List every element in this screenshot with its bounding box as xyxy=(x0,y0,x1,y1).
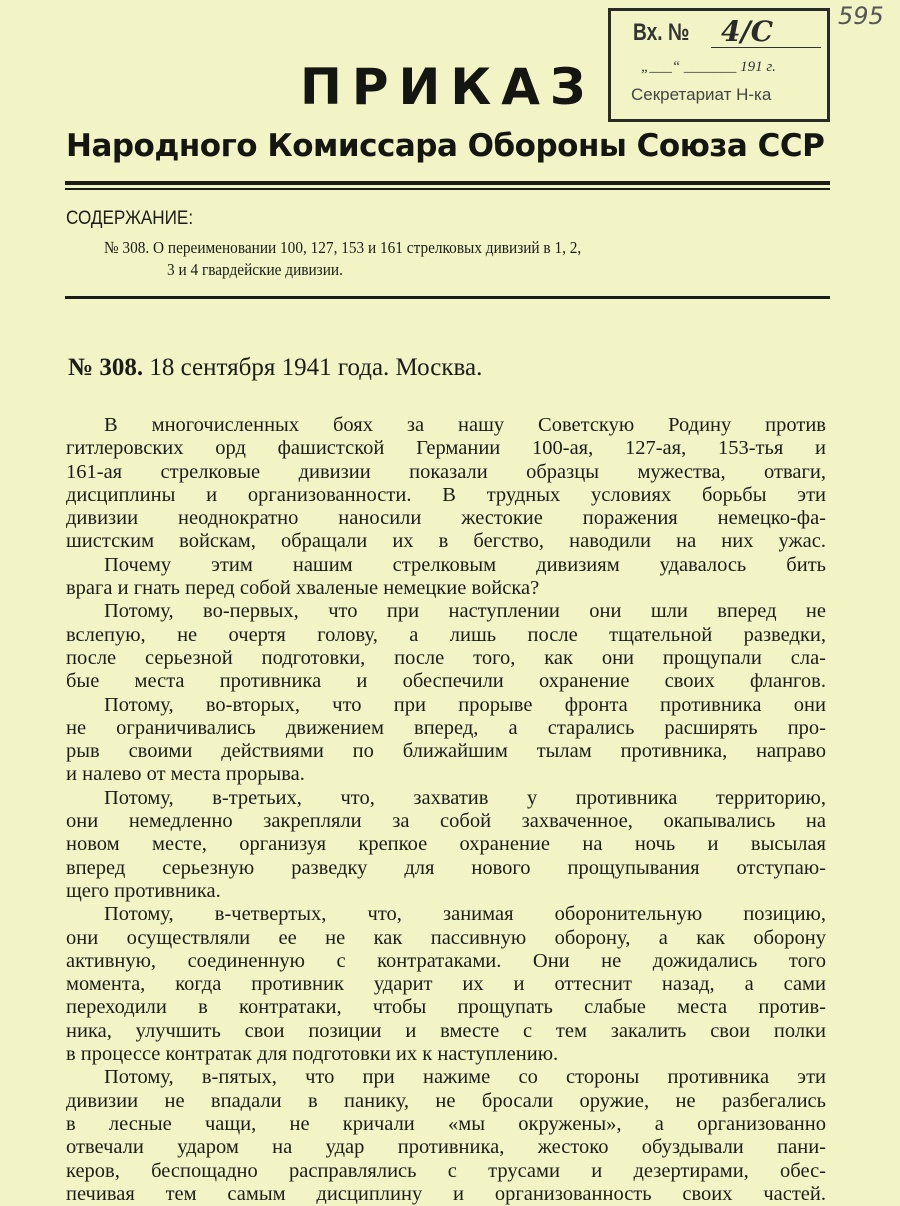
body-text-line: врага и гнать перед собой хваленые немецкие войска? xyxy=(66,577,540,600)
body-text-line: момента, когда противник ударит их и оттеснит назад, а сами xyxy=(66,973,826,996)
body-text-line: Потому, в-третьих, что, захватив у противника территорию, xyxy=(104,786,826,809)
stamp-secretariat: Секретариат Н-ка xyxy=(631,85,772,104)
order-date-place: 18 сентября 1941 года. Москва. xyxy=(149,354,483,381)
body-text-line: гитлеровских орд фашистской Германии 100-ая, 127-ая, 153-тья и xyxy=(66,437,826,460)
body-text-line: рыв своими действиями по ближайшим тылам противника, направо xyxy=(66,740,826,763)
body-text-line: Потому, во-первых, что при наступлении они шли вперед не xyxy=(104,600,826,623)
body-text-line: отвечали ударом на удар противника, жестоко обуздывали пани- xyxy=(66,1136,826,1159)
body-text-line: вперед серьезную разведку для нового прощупывания отступаю- xyxy=(66,856,826,879)
contents-entry-line1: № 308. О переименовании 100, 127, 153 и 161 стрелковых дивизий в 1, 2, xyxy=(104,238,582,257)
stamp-handwritten-number: 4/С xyxy=(721,15,773,48)
body-text-line: они осуществляли ее не как пассивную оборону, а как оборону xyxy=(66,926,826,949)
body-text-line: шистским войскам, обращали их в бегство, наводили на них ужас. xyxy=(66,530,826,553)
header-rule-thick xyxy=(65,181,830,185)
body-text-line: керов, беспощадно расправлялись с трусами и дезертирами, обес- xyxy=(66,1159,826,1182)
contents-entry-line2: 3 и 4 гвардейские дивизии. xyxy=(167,260,343,279)
body-text-line: активную, соединенную с контратаками. Они не дожидались того xyxy=(66,949,826,972)
body-text-line: вслепую, не очертя голову, а лишь после тщательной разведки, xyxy=(66,623,826,646)
contents-rule xyxy=(65,296,830,299)
body-text-line: в лесные чащи, не кричали «мы окружены», а организованно xyxy=(66,1112,826,1135)
body-text-line: В многочисленных боях за нашу Советскую Родину против xyxy=(104,414,826,436)
registration-stamp xyxy=(608,8,830,122)
body-text-line: переходили в контратаки, чтобы прощупать слабые места против- xyxy=(66,996,826,1019)
stamp-date-line: „___“ _______ 191 г. xyxy=(641,59,776,75)
body-text-line: Потому, в-четвертых, что, занимая оборонительную позицию, xyxy=(104,903,826,926)
header-rule-thin xyxy=(65,188,830,190)
body-text-line: новом месте, организуя крепкое охранение на ночь и высылая xyxy=(66,833,826,856)
body-text-line: Почему этим нашим стрелковым дивизиям удавалось бить xyxy=(104,553,826,576)
body-text-line: в процессе контратак для подготовки их к наступлению. xyxy=(66,1043,559,1066)
body-text-line: Потому, во-вторых, что при прорыве фронта противника они xyxy=(104,693,826,716)
body-text-line: дивизии не впадали в панику, не бросали оружие, не разбегались xyxy=(66,1089,826,1112)
order-number: № 308. xyxy=(68,354,144,381)
body-text-line: 161-ая стрелковые дивизии показали образцы мужества, отваги, xyxy=(66,460,826,483)
order-body xyxy=(66,414,826,1206)
body-text-line: печивая тем самым дисциплину и организованность своих частей. xyxy=(66,1182,826,1205)
body-text-line: щего противника. xyxy=(66,879,221,902)
order-heading xyxy=(68,354,482,382)
body-text-line: и налево от места прорыва. xyxy=(66,763,305,786)
body-text-line: дивизии неоднократно наносили жестокие поражения немецко-фа- xyxy=(66,507,826,530)
stamp-incoming-label: Вх. № xyxy=(633,19,690,46)
body-text-line: ника, улучшить свои позиции и вместе с тем закалить свои полки xyxy=(66,1019,826,1042)
document-title: ПРИКАЗ xyxy=(300,58,596,116)
handwritten-folio-number: 595 xyxy=(838,2,884,30)
body-text-line: они немедленно закрепляли за собой захваченное, окапывались на xyxy=(66,810,826,833)
body-text-line: после серьезной подготовки, после того, как они прощупали сла- xyxy=(66,646,826,669)
body-text-line: дисциплины и организованности. В трудных условиях борьбы эти xyxy=(66,483,826,506)
contents-label: СОДЕРЖАНИЕ: xyxy=(66,208,194,229)
document-subtitle: Народного Комиссара Обороны Союза ССР xyxy=(66,128,825,164)
body-text-line: не ограничивались движением вперед, а старались расширять про- xyxy=(66,716,826,739)
body-text-line: бые места противника и обеспечили охранение своих флангов. xyxy=(66,670,826,693)
body-text-line: Потому, в-пятых, что при нажиме со стороны противника эти xyxy=(104,1066,826,1089)
